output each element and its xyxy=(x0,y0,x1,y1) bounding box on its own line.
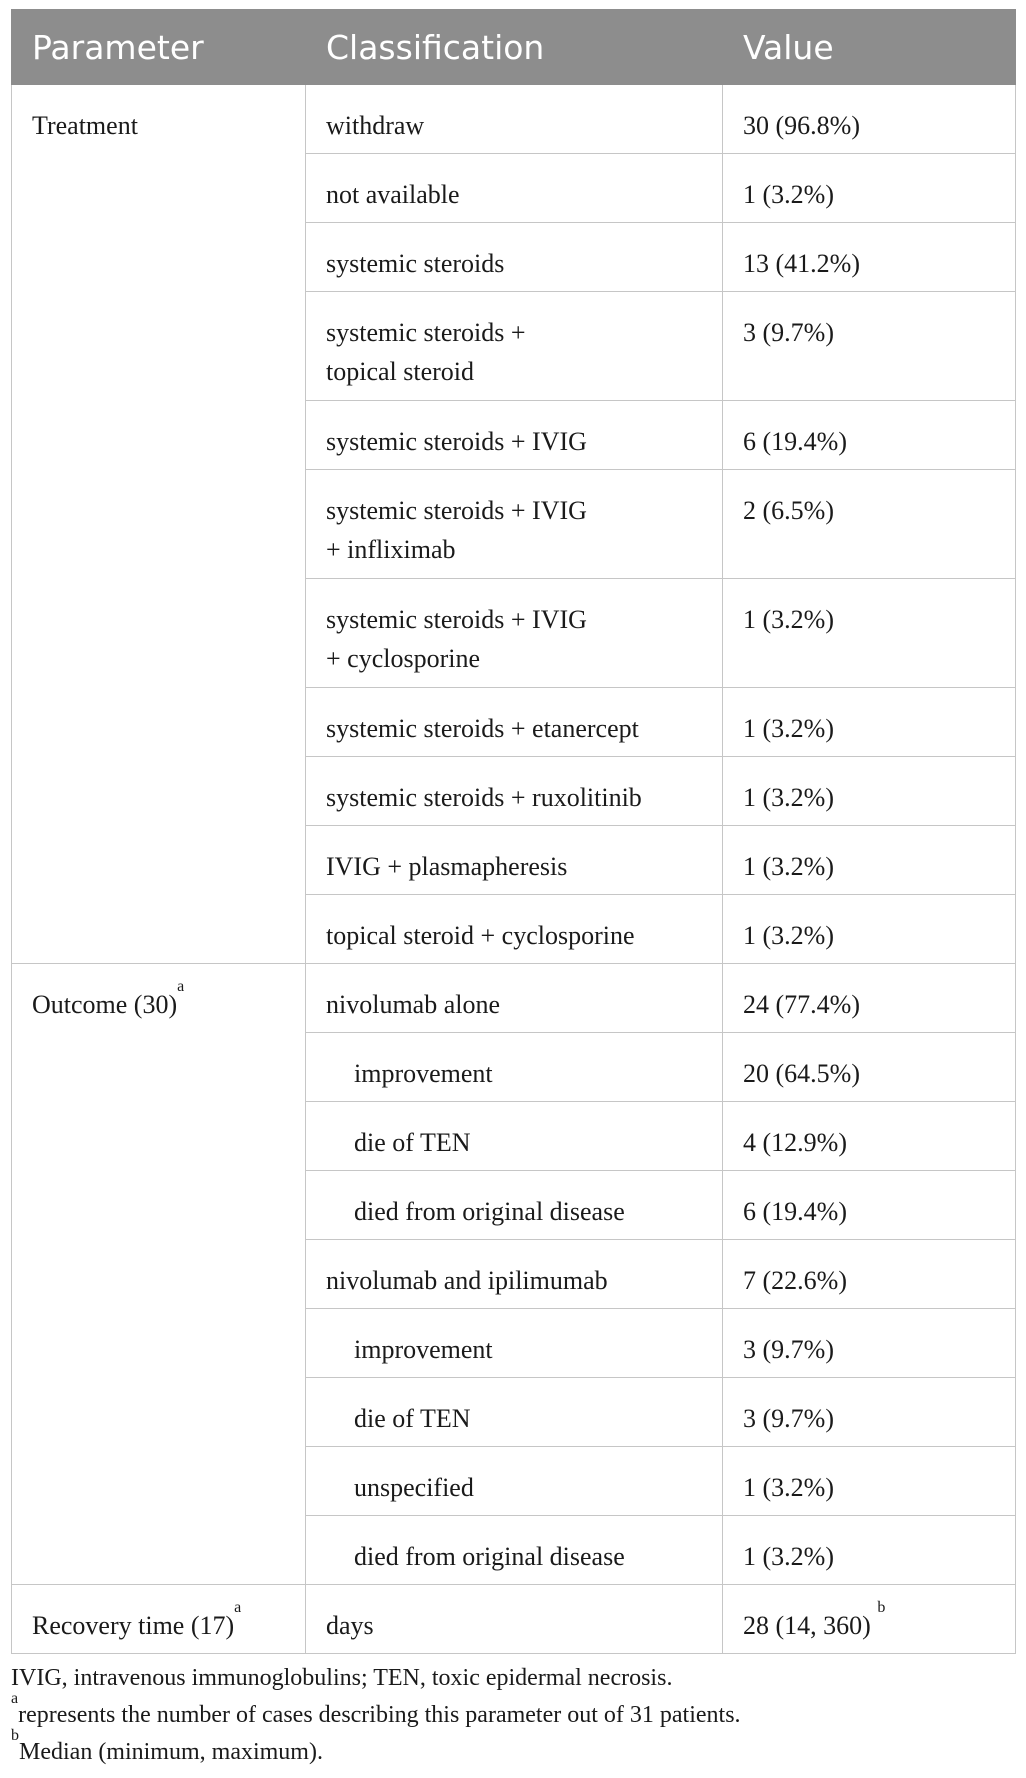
value-cell: 1 (3.2%) xyxy=(723,579,1016,688)
classification-cell xyxy=(306,292,723,401)
classification-line-1: systemic steroids + xyxy=(326,318,526,347)
classification-cell: systemic steroids + ruxolitinib xyxy=(306,757,723,826)
footnote-abbreviations: IVIG, intravenous immunoglobulins; TEN, toxic epidermal necrosis. xyxy=(11,1665,673,1691)
value-cell: 1 (3.2%) xyxy=(723,1516,1016,1585)
value-cell: 7 (22.6%) xyxy=(723,1240,1016,1309)
footnote-a-text: represents the number of cases describing this parameter out of 31 patients. xyxy=(18,1702,741,1728)
classification-cell xyxy=(306,470,723,579)
value-cell: 3 (9.7%) xyxy=(723,1378,1016,1447)
table-row xyxy=(12,85,1016,154)
value-cell: 1 (3.2%) xyxy=(723,895,1016,964)
footnote-a xyxy=(11,1690,1015,1734)
classification-cell: systemic steroids + etanercept xyxy=(306,688,723,757)
value-cell: 1 (3.2%) xyxy=(723,826,1016,895)
value-cell: 13 (41.2%) xyxy=(723,223,1016,292)
param-treatment: Treatment xyxy=(12,85,306,964)
value-cell: 2 (6.5%) xyxy=(723,470,1016,579)
header-value: Value xyxy=(723,10,1016,85)
classification-line-1: systemic steroids + IVIG xyxy=(326,496,587,525)
classification-cell: nivolumab alone xyxy=(306,964,723,1033)
footnote-mark: a xyxy=(177,978,185,995)
footnote-mark: b xyxy=(877,1599,886,1616)
value-cell: 6 (19.4%) xyxy=(723,401,1016,470)
classification-cell: withdraw xyxy=(306,85,723,154)
table-row xyxy=(12,1585,1016,1654)
table-container xyxy=(11,9,1015,1654)
classification-cell: improvement xyxy=(306,1309,723,1378)
value-cell: 1 (3.2%) xyxy=(723,688,1016,757)
value-cell: 1 (3.2%) xyxy=(723,1447,1016,1516)
classification-cell: died from original disease xyxy=(306,1171,723,1240)
value-cell: 4 (12.9%) xyxy=(723,1102,1016,1171)
value-cell: 1 (3.2%) xyxy=(723,757,1016,826)
footnote-b-text: Median (minimum, maximum). xyxy=(19,1739,323,1765)
value-cell: 30 (96.8%) xyxy=(723,85,1016,154)
classification-cell: topical steroid + cyclosporine xyxy=(306,895,723,964)
classification-cell: not available xyxy=(306,154,723,223)
classification-cell: systemic steroids xyxy=(306,223,723,292)
value-cell: 6 (19.4%) xyxy=(723,1171,1016,1240)
table-body xyxy=(12,85,1016,1654)
classification-cell: improvement xyxy=(306,1033,723,1102)
footnote-b xyxy=(11,1727,1015,1771)
footnote-mark: a xyxy=(11,1690,19,1707)
classification-cell: days xyxy=(306,1585,723,1654)
classification-cell: died from original disease xyxy=(306,1516,723,1585)
classification-cell: IVIG + plasmapheresis xyxy=(306,826,723,895)
value-cell: 1 (3.2%) xyxy=(723,154,1016,223)
param-recovery-label: Recovery time (17) xyxy=(32,1611,235,1640)
table-footnotes xyxy=(11,1660,1015,1771)
classification-line-2: topical steroid xyxy=(326,357,475,386)
classification-line-1: systemic steroids + IVIG xyxy=(326,605,587,634)
value-cell xyxy=(723,1585,1016,1654)
table-header xyxy=(12,10,1016,85)
param-recovery xyxy=(12,1585,306,1654)
value-cell: 20 (64.5%) xyxy=(723,1033,1016,1102)
value-cell: 3 (9.7%) xyxy=(723,292,1016,401)
param-outcome xyxy=(12,964,306,1585)
data-table xyxy=(11,9,1016,1654)
classification-cell: die of TEN xyxy=(306,1378,723,1447)
header-row xyxy=(12,10,1016,85)
classification-cell: nivolumab and ipilimumab xyxy=(306,1240,723,1309)
value-cell: 3 (9.7%) xyxy=(723,1309,1016,1378)
recovery-value: 28 (14, 360) xyxy=(743,1611,871,1640)
classification-cell xyxy=(306,579,723,688)
classification-cell: die of TEN xyxy=(306,1102,723,1171)
classification-line-2: + cyclosporine xyxy=(326,644,481,673)
footnote-mark: b xyxy=(11,1727,19,1744)
classification-cell: systemic steroids + IVIG xyxy=(306,401,723,470)
param-outcome-label: Outcome (30) xyxy=(32,990,178,1019)
table-row xyxy=(12,964,1016,1033)
header-parameter: Parameter xyxy=(12,10,306,85)
footnote-mark: a xyxy=(234,1599,242,1616)
classification-cell: unspecified xyxy=(306,1447,723,1516)
classification-line-2: + infliximab xyxy=(326,535,456,564)
header-classification: Classification xyxy=(306,10,723,85)
value-cell: 24 (77.4%) xyxy=(723,964,1016,1033)
